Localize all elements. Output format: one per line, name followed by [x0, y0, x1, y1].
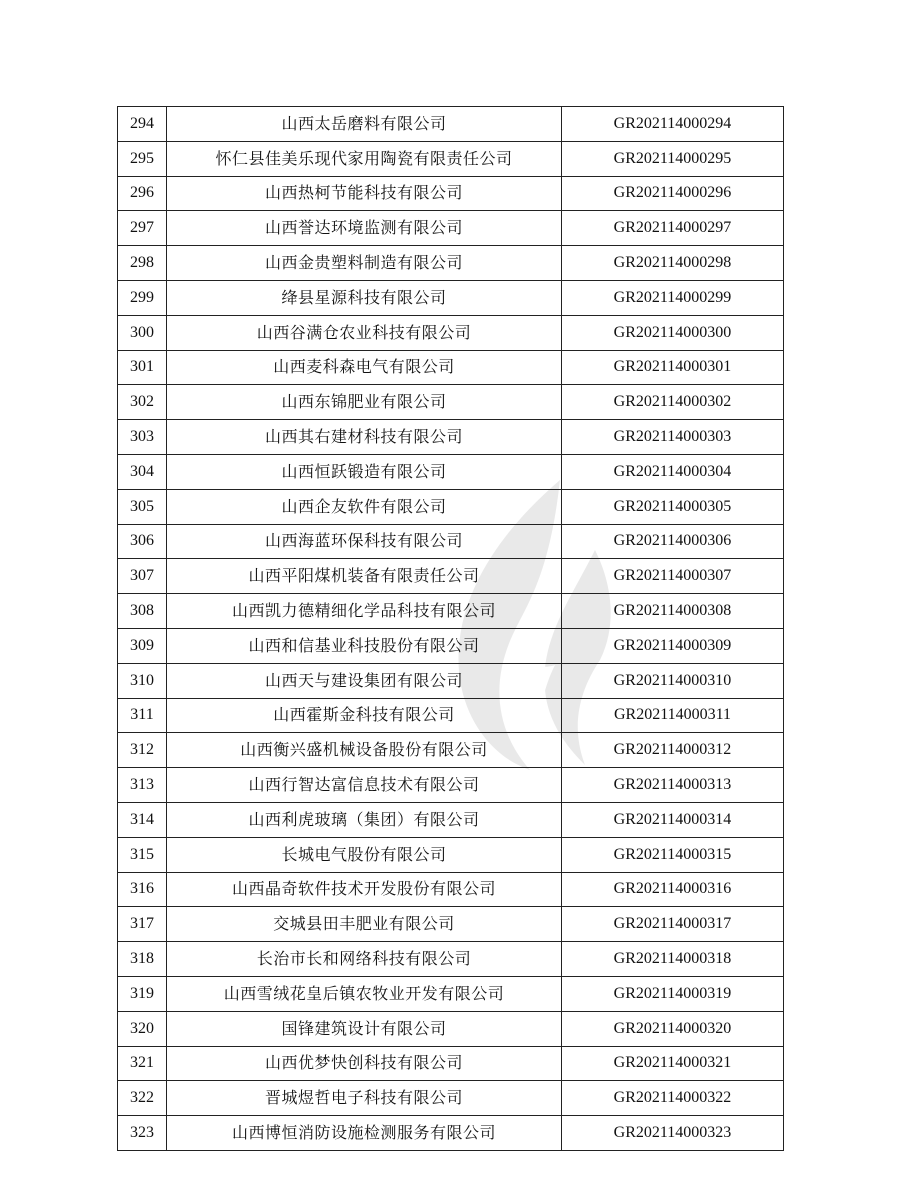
row-number-cell: 315: [118, 837, 167, 872]
table-row: [118, 280, 784, 315]
table-row: [118, 420, 784, 455]
company-name-cell: 晋城煜哲电子科技有限公司: [167, 1081, 562, 1116]
company-name-cell: 山西优梦快创科技有限公司: [167, 1046, 562, 1081]
row-number-cell: 300: [118, 315, 167, 350]
row-number-cell: 313: [118, 768, 167, 803]
company-name-cell: 山西雪绒花皇后镇农牧业开发有限公司: [167, 976, 562, 1011]
row-number-cell: 316: [118, 872, 167, 907]
row-number-cell: 296: [118, 176, 167, 211]
table-row: [118, 107, 784, 142]
table-row: [118, 872, 784, 907]
company-name-cell: 山西恒跃锻造有限公司: [167, 454, 562, 489]
certificate-code-cell: GR202114000313: [562, 768, 784, 803]
row-number-cell: 301: [118, 350, 167, 385]
company-name-cell: 山西晶奇软件技术开发股份有限公司: [167, 872, 562, 907]
row-number-cell: 319: [118, 976, 167, 1011]
company-name-cell: 山西东锦肥业有限公司: [167, 385, 562, 420]
row-number-cell: 320: [118, 1011, 167, 1046]
company-name-cell: 山西和信基业科技股份有限公司: [167, 628, 562, 663]
certificate-code-cell: GR202114000294: [562, 107, 784, 142]
table-row: [118, 1046, 784, 1081]
certificate-code-cell: GR202114000312: [562, 733, 784, 768]
company-name-cell: 山西谷满仓农业科技有限公司: [167, 315, 562, 350]
row-number-cell: 323: [118, 1116, 167, 1151]
company-name-cell: 山西誉达环境监测有限公司: [167, 211, 562, 246]
company-name-cell: 山西博恒消防设施检测服务有限公司: [167, 1116, 562, 1151]
row-number-cell: 306: [118, 524, 167, 559]
certificate-code-cell: GR202114000295: [562, 141, 784, 176]
table-row: [118, 802, 784, 837]
company-name-cell: 山西金贵塑料制造有限公司: [167, 246, 562, 281]
row-number-cell: 309: [118, 628, 167, 663]
certificate-code-cell: GR202114000322: [562, 1081, 784, 1116]
certificate-code-cell: GR202114000310: [562, 663, 784, 698]
certificate-code-cell: GR202114000318: [562, 942, 784, 977]
table-row: [118, 246, 784, 281]
row-number-cell: 298: [118, 246, 167, 281]
certificate-code-cell: GR202114000298: [562, 246, 784, 281]
certificate-code-cell: GR202114000316: [562, 872, 784, 907]
row-number-cell: 312: [118, 733, 167, 768]
table-row: [118, 141, 784, 176]
row-number-cell: 311: [118, 698, 167, 733]
company-name-cell: 山西天与建设集团有限公司: [167, 663, 562, 698]
company-name-cell: 国锋建筑设计有限公司: [167, 1011, 562, 1046]
table-row: [118, 385, 784, 420]
table-row: [118, 628, 784, 663]
certificate-code-cell: GR202114000305: [562, 489, 784, 524]
table-row: [118, 1116, 784, 1151]
company-name-cell: 山西霍斯金科技有限公司: [167, 698, 562, 733]
certificate-code-cell: GR202114000319: [562, 976, 784, 1011]
table-row: [118, 489, 784, 524]
table-row: [118, 698, 784, 733]
company-name-cell: 山西其右建材科技有限公司: [167, 420, 562, 455]
company-name-cell: 山西企友软件有限公司: [167, 489, 562, 524]
table-row: [118, 768, 784, 803]
certificate-code-cell: GR202114000300: [562, 315, 784, 350]
certificate-code-cell: GR202114000320: [562, 1011, 784, 1046]
certificate-code-cell: GR202114000315: [562, 837, 784, 872]
company-name-cell: 山西利虎玻璃（集团）有限公司: [167, 802, 562, 837]
table-row: [118, 1011, 784, 1046]
row-number-cell: 299: [118, 280, 167, 315]
table-row: [118, 594, 784, 629]
table-row: [118, 524, 784, 559]
certificate-code-cell: GR202114000307: [562, 559, 784, 594]
company-name-cell: 山西太岳磨料有限公司: [167, 107, 562, 142]
company-name-cell: 山西平阳煤机装备有限责任公司: [167, 559, 562, 594]
row-number-cell: 308: [118, 594, 167, 629]
certificate-code-cell: GR202114000299: [562, 280, 784, 315]
certificate-code-cell: GR202114000301: [562, 350, 784, 385]
row-number-cell: 295: [118, 141, 167, 176]
row-number-cell: 305: [118, 489, 167, 524]
table-row: [118, 559, 784, 594]
table-row: [118, 837, 784, 872]
company-name-cell: 山西行智达富信息技术有限公司: [167, 768, 562, 803]
row-number-cell: 302: [118, 385, 167, 420]
certificate-code-cell: GR202114000317: [562, 907, 784, 942]
company-name-cell: 长治市长和网络科技有限公司: [167, 942, 562, 977]
table-body: [118, 107, 784, 1151]
company-name-cell: 山西麦科森电气有限公司: [167, 350, 562, 385]
company-name-cell: 绛县星源科技有限公司: [167, 280, 562, 315]
table-row: [118, 1081, 784, 1116]
table-row: [118, 454, 784, 489]
table-row: [118, 211, 784, 246]
company-name-cell: 怀仁县佳美乐现代家用陶瓷有限责任公司: [167, 141, 562, 176]
certificate-code-cell: GR202114000311: [562, 698, 784, 733]
certificate-code-cell: GR202114000314: [562, 802, 784, 837]
row-number-cell: 310: [118, 663, 167, 698]
table-row: [118, 176, 784, 211]
row-number-cell: 317: [118, 907, 167, 942]
row-number-cell: 314: [118, 802, 167, 837]
certificate-code-cell: GR202114000304: [562, 454, 784, 489]
table-row: [118, 663, 784, 698]
certificate-code-cell: GR202114000303: [562, 420, 784, 455]
row-number-cell: 294: [118, 107, 167, 142]
row-number-cell: 304: [118, 454, 167, 489]
certificate-code-cell: GR202114000309: [562, 628, 784, 663]
certificate-code-cell: GR202114000302: [562, 385, 784, 420]
row-number-cell: 322: [118, 1081, 167, 1116]
table-row: [118, 976, 784, 1011]
row-number-cell: 318: [118, 942, 167, 977]
certificate-code-cell: GR202114000323: [562, 1116, 784, 1151]
certificate-code-cell: GR202114000296: [562, 176, 784, 211]
certificate-code-cell: GR202114000306: [562, 524, 784, 559]
company-name-cell: 山西热柯节能科技有限公司: [167, 176, 562, 211]
row-number-cell: 321: [118, 1046, 167, 1081]
company-name-cell: 交城县田丰肥业有限公司: [167, 907, 562, 942]
company-name-cell: 山西衡兴盛机械设备股份有限公司: [167, 733, 562, 768]
table-row: [118, 315, 784, 350]
company-name-cell: 山西凯力德精细化学品科技有限公司: [167, 594, 562, 629]
table-row: [118, 907, 784, 942]
certificate-code-cell: GR202114000297: [562, 211, 784, 246]
table-row: [118, 733, 784, 768]
table-row: [118, 942, 784, 977]
table-row: [118, 350, 784, 385]
certificate-code-cell: GR202114000308: [562, 594, 784, 629]
row-number-cell: 307: [118, 559, 167, 594]
company-list-table: [117, 106, 784, 1151]
row-number-cell: 303: [118, 420, 167, 455]
company-name-cell: 长城电气股份有限公司: [167, 837, 562, 872]
certificate-code-cell: GR202114000321: [562, 1046, 784, 1081]
company-name-cell: 山西海蓝环保科技有限公司: [167, 524, 562, 559]
row-number-cell: 297: [118, 211, 167, 246]
